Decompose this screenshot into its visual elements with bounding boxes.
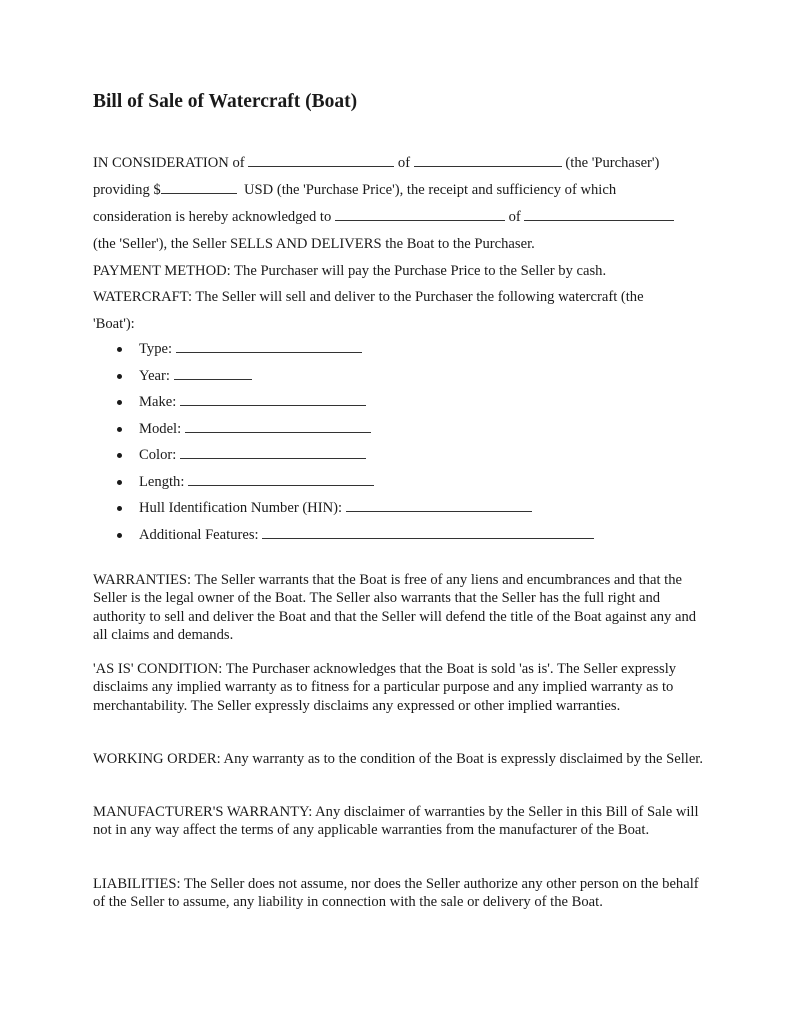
bullet-icon [117,374,122,379]
field-label: Color: [139,447,177,463]
field-label: Additional Features: [139,526,259,543]
bullet-icon [117,506,122,511]
payment-method: PAYMENT METHOD: The Purchaser will pay the Purchase Price to the Seller by cash. [93,263,607,279]
of-label: of [397,155,411,171]
make-blank[interactable] [180,393,366,406]
bullet-icon [117,533,122,538]
seller-address-blank[interactable] [524,208,674,221]
purchase-price-blank[interactable] [161,181,237,194]
watercraft-line-1: WATERCRAFT: The Seller will sell and deliver to the Purchaser the following watercraft (the [93,289,644,305]
intro-line-4: (the 'Seller'), the Seller SELLS AND DELIVERS the Boat to the Purchaser. [93,236,535,252]
watercraft-line-2: 'Boat'): [93,316,135,332]
year-blank[interactable] [174,367,252,380]
color-blank[interactable] [180,446,366,459]
intro-line-1 [93,154,659,172]
purchase-price-text: USD (the 'Purchase Price'), the receipt and sufficiency of which [244,182,617,198]
model-blank[interactable] [185,420,371,433]
purchaser-label: (the 'Purchaser') [565,155,660,171]
purchaser-address-blank[interactable] [414,154,562,167]
purchaser-name-blank[interactable] [248,154,394,167]
acknowledged-label: consideration is hereby acknowledged to [93,209,332,225]
bullet-icon [117,400,122,405]
providing-label: providing $ [93,182,161,198]
of-label-2: of [508,209,521,225]
field-label: Model: [139,420,182,437]
additional-features-blank[interactable] [262,526,594,539]
field-label: Hull Identification Number (HIN): [139,500,343,516]
type-blank[interactable] [176,340,362,353]
field-label: Make: [139,394,177,410]
field-label: Year: [139,367,170,384]
working-order-clause: WORKING ORDER: Any warranty as to the condition of the Boat is expressly disclaimed by the Seller. [93,751,703,767]
bullet-icon [117,427,122,432]
bullet-icon [117,347,122,352]
bullet-icon [117,480,122,485]
field-label: Length: [139,473,185,490]
document-title: Bill of Sale of Watercraft (Boat) [93,91,358,112]
hin-blank[interactable] [346,499,532,512]
field-label: Type: [139,341,173,357]
intro-line-2 [93,181,616,199]
consideration-label: IN CONSIDERATION of [93,155,245,171]
bullet-icon [117,453,122,458]
manufacturer-warranty-clause: MANUFACTURER'S WARRANTY: Any disclaimer of warranties by the Seller in this Bill of Sale will not in any way affect the terms of any applicable warranties from the manufacturer of the Boat. [93,804,699,839]
length-blank[interactable] [188,473,374,486]
warranties-clause: WARRANTIES: The Seller warrants that the Boat is free of any liens and encumbrances and that the Seller is the legal owner of the Boat. The Seller also warrants that the Seller has the full right and authority to sell and deliver the Boat and that the Seller will defend the title of the Boat against any and all claims and demands. [93,572,697,643]
as-is-clause: 'AS IS' CONDITION: The Purchaser acknowledges that the Boat is sold 'as is'. The Seller expressly disclaims any implied warranty as to fitness for a particular purpose and any implied warranty as to merchantability. The Seller expressly disclaims any expressed or other implied warranties. [93,661,677,714]
intro-line-3 [93,208,674,226]
seller-name-blank[interactable] [335,208,505,221]
liabilities-clause: LIABILITIES: The Seller does not assume, nor does the Seller authorize any other person on the behalf of the Seller to assume, any liability in connection with the sale or delivery of the Boat. [93,876,699,911]
